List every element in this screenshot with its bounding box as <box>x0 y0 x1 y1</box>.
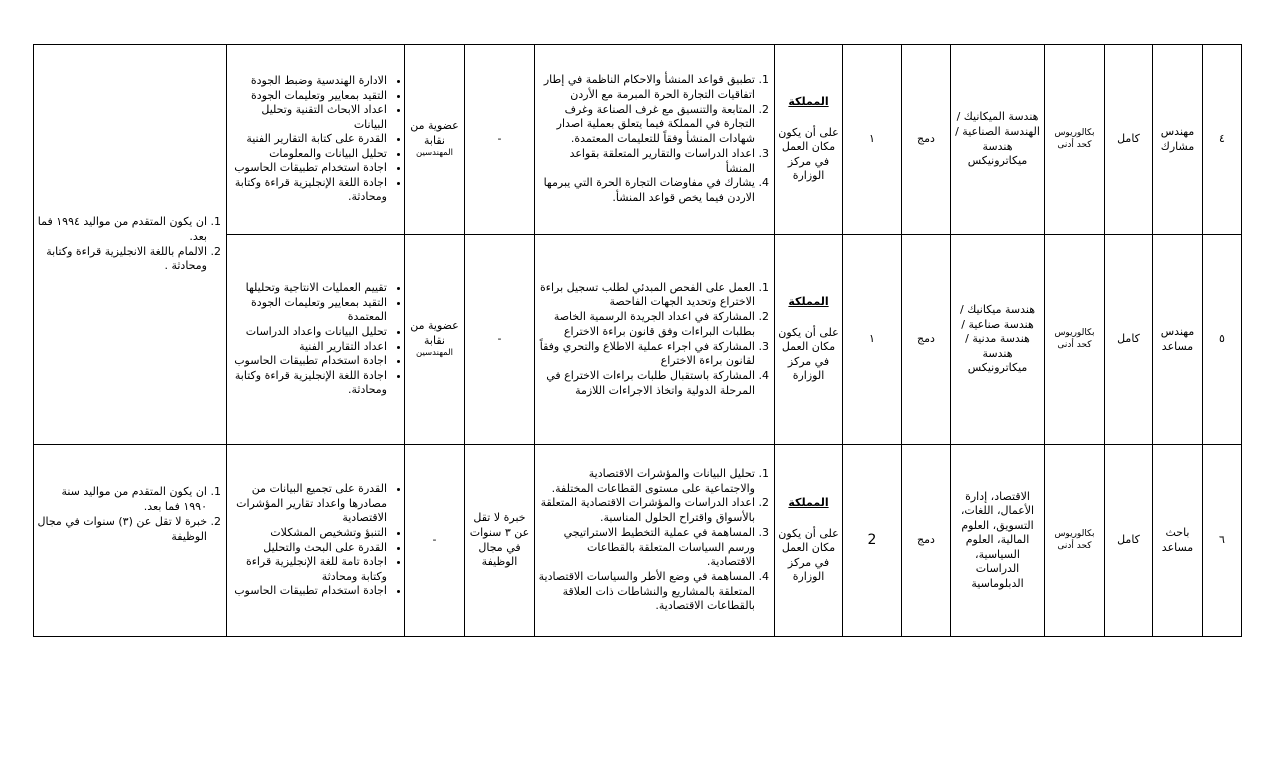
skill-item: • اجادة استخدام تطبيقات الحاسوب <box>230 584 387 599</box>
work-location <box>775 45 843 235</box>
shared-requirements-cell <box>34 45 227 445</box>
membership-text: عضوية من نقابة <box>410 119 459 147</box>
qualification: بكالوريوس كحد أدنى <box>1045 235 1105 445</box>
skill-item: • تحليل البيانات واعداد الدراسات <box>230 325 387 340</box>
skills-list <box>230 281 401 397</box>
skill-item: • التقيد بمعايير وتعليمات الجودة المعتمدة <box>230 296 387 325</box>
vacancy-count: 2 <box>843 445 902 637</box>
vacancy-count: ١ <box>843 45 902 235</box>
qualification: بكالوريوس كحد أدنى <box>1045 445 1105 637</box>
requirements-cell <box>34 445 227 637</box>
row-number: ٤ <box>1203 45 1242 235</box>
job-title: مهندس مساعد <box>1153 235 1203 445</box>
duties-cell <box>535 45 775 235</box>
skills-cell <box>227 45 405 235</box>
skills-cell <box>227 235 405 445</box>
duty-item: 3. اعداد الدراسات والتقارير المتعلقة بقواعد المنشأ <box>538 147 755 176</box>
membership: - <box>405 445 465 637</box>
skill-item: • التقيد بمعايير وتعليمات الجودة <box>230 89 387 104</box>
duties-list <box>538 73 771 206</box>
requirement-item: 2. خبرة لا تقل عن (٣) سنوات في مجال الوظيفة <box>37 515 207 545</box>
requirement-item: 2. الالمام باللغة الانجليزية قراءة وكتابة ومحادثة . <box>37 245 207 275</box>
employment-type: كامل <box>1105 235 1153 445</box>
duty-item: 4. المشاركة باستقبال طلبات براءات الاختراع في المرحلة الدولية واتخاذ الاجراءات اللازمة <box>538 369 755 398</box>
work-location <box>775 445 843 637</box>
duty-item: 1. تطبيق قواعد المنشأ والاحكام الناظمة في إطار اتفاقيات التجارة الحرة المبرمة مع الأردن <box>538 73 755 102</box>
qualification: بكالوريوس كحد أدنى <box>1045 45 1105 235</box>
skill-item: • اجادة تامة للغة الإنجليزية قراءة وكتابة ومحادثة <box>230 555 387 584</box>
duties-cell <box>535 235 775 445</box>
requirement-item: 1. ان يكون المتقدم من مواليد ١٩٩٤ فما بعد. <box>37 215 207 245</box>
duty-item: 1. تحليل البيانات والمؤشرات الاقتصادية والاجتماعية على مستوى القطاعات المختلفة. <box>538 467 755 496</box>
skills-list <box>230 74 401 205</box>
skill-item: • القدرة على البحث والتحليل <box>230 541 387 556</box>
skill-item: • القدرة على تجميع البيانات من مصادرها واعداد تقارير المؤشرات الاقتصادية <box>230 482 387 526</box>
skill-item: • القدرة على كتابة التقارير الفنية <box>230 132 387 147</box>
job-title: مهندس مشارك <box>1153 45 1203 235</box>
hiring-type: دمج <box>902 45 951 235</box>
duties-list <box>538 467 771 614</box>
skill-item: • الادارة الهندسية وضبط الجودة <box>230 74 387 89</box>
specialization: هندسة الميكانيك / الهندسة الصناعية / هندسة ميكاترونيكس <box>951 45 1045 235</box>
work-location <box>775 235 843 445</box>
location-text: على أن يكون مكان العمل في مركز الوزارة <box>778 125 839 183</box>
skill-item: • اجادة استخدام تطبيقات الحاسوب <box>230 354 387 369</box>
employment-type: كامل <box>1105 45 1153 235</box>
membership <box>405 235 465 445</box>
hiring-type: دمج <box>902 445 951 637</box>
skills-list <box>230 482 401 598</box>
specialization: هندسة ميكانيك / هندسة صناعية / هندسة مدنية /هندسة ميكاترونيكس <box>951 235 1045 445</box>
membership <box>405 45 465 235</box>
row-number: ٥ <box>1203 235 1242 445</box>
vacancy-count: ١ <box>843 235 902 445</box>
duty-item: 3. المشاركة في اجراء عملية الاطلاع والتحري وفقاً لقانون براءة الاختراع <box>538 340 755 369</box>
experience: - <box>465 235 535 445</box>
experience: خبرة لا تقل عن ٣ سنوات في مجال الوظيفة <box>465 445 535 637</box>
requirements-list <box>37 215 223 274</box>
job-title: باحث مساعد <box>1153 445 1203 637</box>
skill-item: • اعداد التقارير الفنية <box>230 340 387 355</box>
specialization: الاقتصاد، إدارة الأعمال، اللغات، التسويق، العلوم المالية، العلوم السياسية، الدراسات الدبلوماسية <box>951 445 1045 637</box>
duties-cell <box>535 445 775 637</box>
location-title: المملكة <box>788 95 829 109</box>
jobs-table <box>33 44 1242 637</box>
skills-cell <box>227 445 405 637</box>
duty-item: 2. اعداد الدراسات والمؤشرات الاقتصادية المتعلقة بالأسواق واقتراح الحلول المناسبة. <box>538 496 755 525</box>
duty-item: 2. المشاركة في اعداد الجريدة الرسمية الخاصة بطلبات البراءات وفق قانون براءة الاختراع <box>538 310 755 339</box>
membership-text: عضوية من نقابة <box>410 319 459 347</box>
table-row <box>34 45 1242 235</box>
location-text: على أن يكون مكان العمل في مركز الوزارة <box>778 325 839 383</box>
requirement-item: 1. ان يكون المتقدم من مواليد سنة ١٩٩٠ فما بعد. <box>37 485 207 515</box>
location-title: المملكة <box>788 496 829 510</box>
hiring-type: دمج <box>902 235 951 445</box>
table-row <box>34 445 1242 637</box>
duty-item: 1. العمل على الفحص المبدئي لطلب تسجيل براءة الاختراع وتحديد الجهات الفاحصة <box>538 281 755 310</box>
row-number: ٦ <box>1203 445 1242 637</box>
membership-sub: المهندسين <box>416 148 453 159</box>
requirements-list <box>37 485 223 544</box>
duty-item: 2. المتابعة والتنسيق مع غرف الصناعة وغرف التجارة في المملكة فيما يتعلق بعملية اصدار شهادات المنشأ وفقاً للتعليمات المعتمدة. <box>538 103 755 147</box>
location-title: المملكة <box>788 295 829 309</box>
skill-item: • تقييم العمليات الانتاجية وتحليلها <box>230 281 387 296</box>
duty-item: 4. المساهمة في وضع الأطر والسياسات الاقتصادية المتعلقة بالمشاريع والنشاطات ذات العلاقة بالقطاعات الاقتصادية. <box>538 570 755 614</box>
duties-list <box>538 281 771 399</box>
membership-sub: المهندسين <box>416 348 453 359</box>
skill-item: • اجادة استخدام تطبيقات الحاسوب <box>230 161 387 176</box>
skill-item: • تحليل البيانات والمعلومات <box>230 147 387 162</box>
skill-item: • اجادة اللغة الإنجليزية قراءة وكتابة ومحادثة. <box>230 369 387 398</box>
skill-item: • التنبؤ وتشخيص المشكلات <box>230 526 387 541</box>
employment-type: كامل <box>1105 445 1153 637</box>
duty-item: 3. المساهمة في عملية التخطيط الاستراتيجي ورسم السياسات المتعلقة بالقطاعات الاقتصادية. <box>538 526 755 570</box>
location-text: على أن يكون مكان العمل في مركز الوزارة <box>778 526 839 584</box>
experience: - <box>465 45 535 235</box>
skill-item: • اجادة اللغة الإنجليزية قراءة وكتابة ومحادثة. <box>230 176 387 205</box>
skill-item: • اعداد الابحاث التقنية وتحليل البيانات <box>230 103 387 132</box>
duty-item: 4. يشارك في مفاوضات التجارة الحرة التي يبرمها الاردن فيما يخص قواعد المنشأ. <box>538 176 755 205</box>
